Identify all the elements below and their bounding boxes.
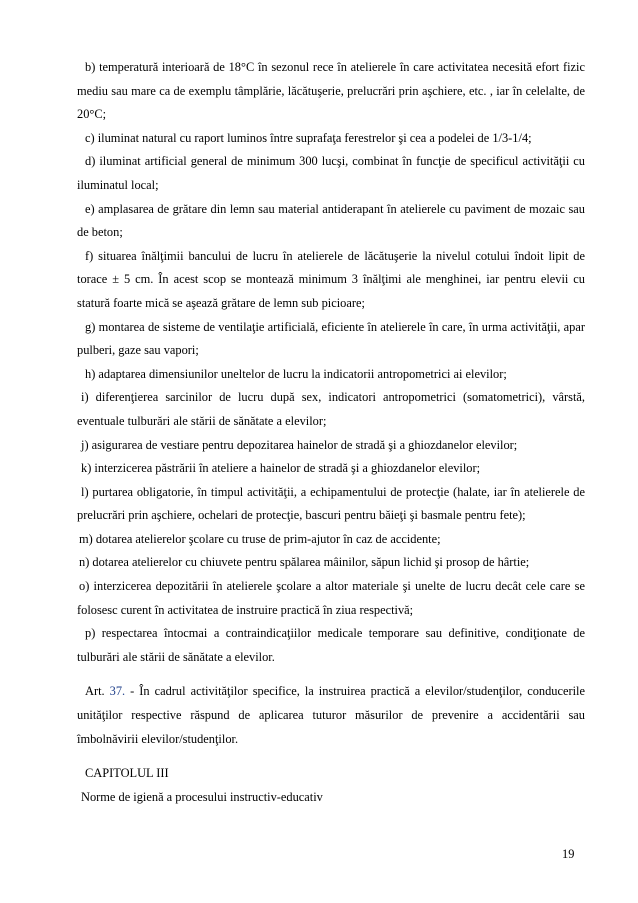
chapter-title: Norme de igienă a procesului instructiv-educativ [81, 789, 323, 804]
list-item-k: k) interzicerea păstrării în ateliere a hainelor de stradă şi a ghiozdanelor elevilor; [81, 461, 481, 476]
list-item-i: i) diferenţierea sarcinilor de lucru după sex, indicatori antropometrici (somatometrici), vârstă, eventuale tulburări ale stării de sănătate a elevilor; [77, 390, 585, 428]
page-number: 19 [562, 847, 575, 861]
article-prefix: Art. [85, 684, 110, 699]
article-number-dot: . [122, 684, 126, 699]
spacer [77, 751, 585, 762]
list-item-c: c) iluminat natural cu raport luminos între suprafaţa ferestrelor şi cea a podelei de 1/3-1/4; [85, 130, 532, 145]
list-item-m: m) dotarea atelierelor şcolare cu truse de prim-ajutor în caz de accidente; [79, 531, 441, 546]
list-item-g: g) montarea de sisteme de ventilaţie artificială, eficiente în atelierele în care, în urma activităţii, apar pulberi, gaze sau vapori; [77, 319, 585, 358]
list-item-b: b) temperatură interioară de 18°C în sezonul rece în atelierele în care activitatea necesită efort fizic mediu sau mare ca de exemplu tâmplărie, lăcătuşerie, prelucrări prin aşchiere, etc. , iar în celelalte, de 20°C; [77, 60, 585, 122]
article-text: - În cadrul activităţilor specifice, la instruirea practică a elevilor/studenţilor, conducerile unităţilor respective răspund de aplicarea tuturor măsurilor de prevenire a accidentării sau îmbolnăvirii elevilor/studenţilor. [77, 684, 585, 746]
list-item-p: p) respectarea întocmai a contraindicaţiilor medicale temporare sau definitive, condiţionate de tulburări ale stării de sănătate a elevilor. [77, 626, 585, 664]
article-paragraph [77, 680, 585, 751]
list-item-h: h) adaptarea dimensiunilor uneltelor de lucru la indicatorii antropometrici ai elevilor; [85, 366, 507, 381]
list-item-d: d) iluminat artificial general de minimum 300 lucşi, combinat în funcţie de specificul activităţii cu iluminatul local; [77, 154, 585, 192]
page-content [77, 56, 585, 809]
list-item-j: j) asigurarea de vestiare pentru depozitarea hainelor de stradă şi a ghiozdanelor elevilor; [81, 437, 518, 452]
list-item-e: e) amplasarea de grătare din lemn sau material antiderapant în atelierele cu paviment de mozaic sau de beton; [77, 201, 585, 240]
list-item-o: o) interzicerea depozitării în atelierele şcolare a altor materiale şi unelte de lucru decât cele care se folosesc curent în activitatea de instruire practică în ziua respectivă; [77, 579, 585, 617]
list-item-f: f) situarea înălţimii bancului de lucru în atelierele de lăcătuşerie la nivelul cotului îndoit lipit de torace ± 5 cm. În acest scop se montează minimum 3 înălţimi ale menghinei, iar pentru elevii cu statură foarte mică se aşează grătare de lemn sub picioare; [77, 248, 585, 310]
chapter-label: CAPITOLUL III [85, 766, 169, 781]
article-number: 37 [109, 684, 123, 699]
spacer [77, 669, 585, 680]
list-item-l: l) purtarea obligatorie, în timpul activităţii, a echipamentului de protecţie (halate, iar în atelierele de prelucrări prin aşchiere, ochelari de protecţie, bascuri pentru băieţi şi basmale pentru fete); [77, 484, 585, 523]
list-item-n: n) dotarea atelierelor cu chiuvete pentru spălarea mâinilor, săpun lichid şi prosop de hârtie; [79, 555, 530, 570]
